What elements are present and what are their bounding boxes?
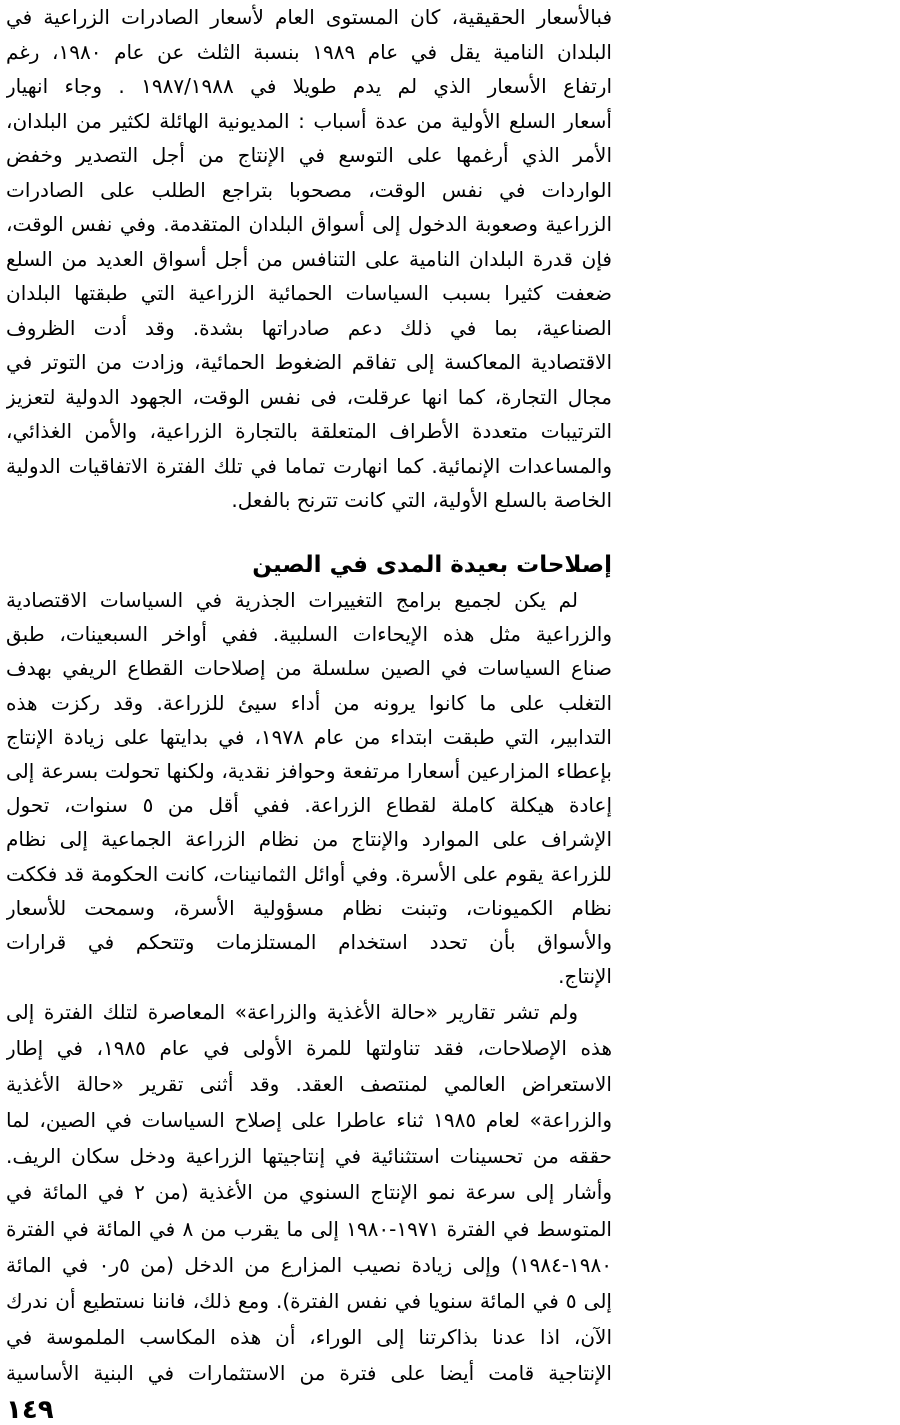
text-line: ولم تشر تقارير «حالة الأغذية والزراعة» المعاصرة لتلك الفترة إلى: [6, 1000, 578, 1024]
text-line: والزراعية مثل هذه الإيحاءات السلبية. ففي أواخر السبعينات، طبق: [6, 622, 612, 647]
text-line: الإنتاجية قامت أيضا على فترة من الاستثمارات في البنية الأساسية: [6, 1360, 612, 1385]
text-line: نظام الكميونات، وتبنت نظام مسؤولية الأسرة، وسمحت للأسعار: [6, 895, 612, 920]
text-line: حققه من تحسينات استثنائية في إنتاجيتها الزراعية ودخل سكان الريف.: [6, 1144, 612, 1169]
text-line: المتوسط في الفترة ١٩٧١-١٩٨٠ إلى ما يقرب من ٨ في المائة في الفترة: [6, 1216, 612, 1241]
paragraph-2: [6, 583, 612, 993]
text-line: صناع السياسات في الصين سلسلة من إصلاحات القطاع الريفي بهدف: [6, 656, 612, 681]
text-line: فبالأسعار الحقيقية، كان المستوى العام لأسعار الصادرات الزراعية في: [6, 5, 612, 29]
text-line: ضعفت كثيرا بسبب السياسات الحمائية الزراعية التي طبقتها البلدان: [6, 281, 612, 305]
text-line: والمساعدات الإنمائية. كما انهارت تماما في تلك الفترة الاتفاقيات الدولية: [6, 453, 612, 478]
text-line: الآن، اذا عدنا بذاكرتنا إلى الوراء، أن هذه المكاسب الملموسة في: [6, 1324, 612, 1349]
text-line: إعادة هيكلة كاملة لقطاع الزراعة. ففي أقل من ٥ سنوات، تحول: [6, 793, 612, 818]
text-line: التدابير، التي طبقت ابتداء من عام ١٩٧٨، في بدايتها على زيادة الإنتاج: [6, 724, 612, 749]
text-line: الإنتاج.: [558, 964, 612, 989]
text-line: هذه الإصلاحات، فقد تناولتها للمرة الأولى في عام ١٩٨٥، في إطار: [6, 1036, 612, 1061]
text-line: لم يكن لجميع برامج التغييرات الجذرية في السياسات الاقتصادية: [6, 588, 578, 612]
text-line: والزراعة» لعام ١٩٨٥ ثناء عاطرا على إصلاح السياسات في الصين، لما: [6, 1108, 612, 1133]
paragraph-3: [6, 994, 612, 1391]
text-line: ١٩٨٠-١٩٨٤) وإلى زيادة نصيب المزارع من الدخل (من ٥ر٠ في المائة: [6, 1252, 612, 1277]
text-line: أسعار السلع الأولية من عدة أسباب : المديونية الهائلة لكثير من البلدان،: [6, 108, 612, 133]
text-line: الترتيبات متعددة الأطراف المتعلقة بالتجارة الزراعية، والأمن الغذائي،: [6, 419, 612, 443]
text-line: الاستعراض العالمي لمنتصف العقد. وقد أثنى تقرير «حالة الأغذية: [6, 1072, 612, 1097]
text-line: الصناعية، بما في ذلك دعم صادراتها بشدة. وقد أدت الظروف: [6, 315, 612, 340]
section-heading: إصلاحات بعيدة المدى في الصين: [252, 552, 612, 578]
text-line: والأسواق بأن تحدد استخدام المستلزمات وتتحكم في قرارات: [6, 929, 612, 954]
page-number: ١٤٩: [6, 1395, 54, 1425]
text-line: للزراعة يقوم على الأسرة. وفي أوائل الثمانينات، كانت الحكومة قد فككت: [6, 861, 612, 886]
text-line: ارتفاع الأسعار الذي لم يدم طويلا في ١٩٨٧/١٩٨٨ . وجاء انهيار: [6, 74, 612, 98]
text-line: فإن قدرة البلدان النامية على التنافس من أجل أسواق العديد من السلع: [6, 246, 612, 271]
text-line: الإشراف على الموارد والإنتاج من نظام الزراعة الجماعية إلى نظام: [6, 827, 612, 852]
text-line: الزراعية وصعوبة الدخول إلى أسواق البلدان المتقدمة. وفي نفس الوقت،: [6, 212, 612, 236]
text-line: الأمر الذي أرغمها على التوسع في الإنتاج من أجل التصدير وخفض: [6, 143, 612, 167]
text-line: بإعطاء المزارعين أسعارا مرتفعة وحوافز نقدية، ولكنها تحولت بسرعة إلى: [6, 758, 612, 783]
text-line: الاقتصادية المعاكسة إلى تفاقم الضغوط الحمائية، وزادت من التوتر في: [6, 350, 612, 374]
paragraph-1: [6, 0, 612, 518]
text-line: مجال التجارة، كما انها عرقلت، فى نفس الوقت، الجهود الدولية لتعزيز: [6, 384, 612, 409]
text-line: البلدان النامية يقل في عام ١٩٨٩ بنسبة الثلث عن عام ١٩٨٠، رغم: [6, 39, 612, 64]
text-line: التغلب على ما كانوا يرونه من أداء سيئ للزراعة. وقد ركزت هذه: [6, 690, 612, 715]
text-line: وأشار إلى سرعة نمو الإنتاج السنوي من الأغذية (من ٢ في المائة في: [6, 1180, 612, 1205]
text-line: إلى ٥ في المائة سنويا في نفس الفترة). ومع ذلك، فاننا نستطيع أن ندرك: [6, 1288, 612, 1313]
text-line: الخاصة بالسلع الأولية، التي كانت تترنح بالفعل.: [231, 488, 612, 512]
text-line: الواردات في نفس الوقت، مصحوبا بتراجع الطلب على الصادرات: [6, 177, 612, 202]
